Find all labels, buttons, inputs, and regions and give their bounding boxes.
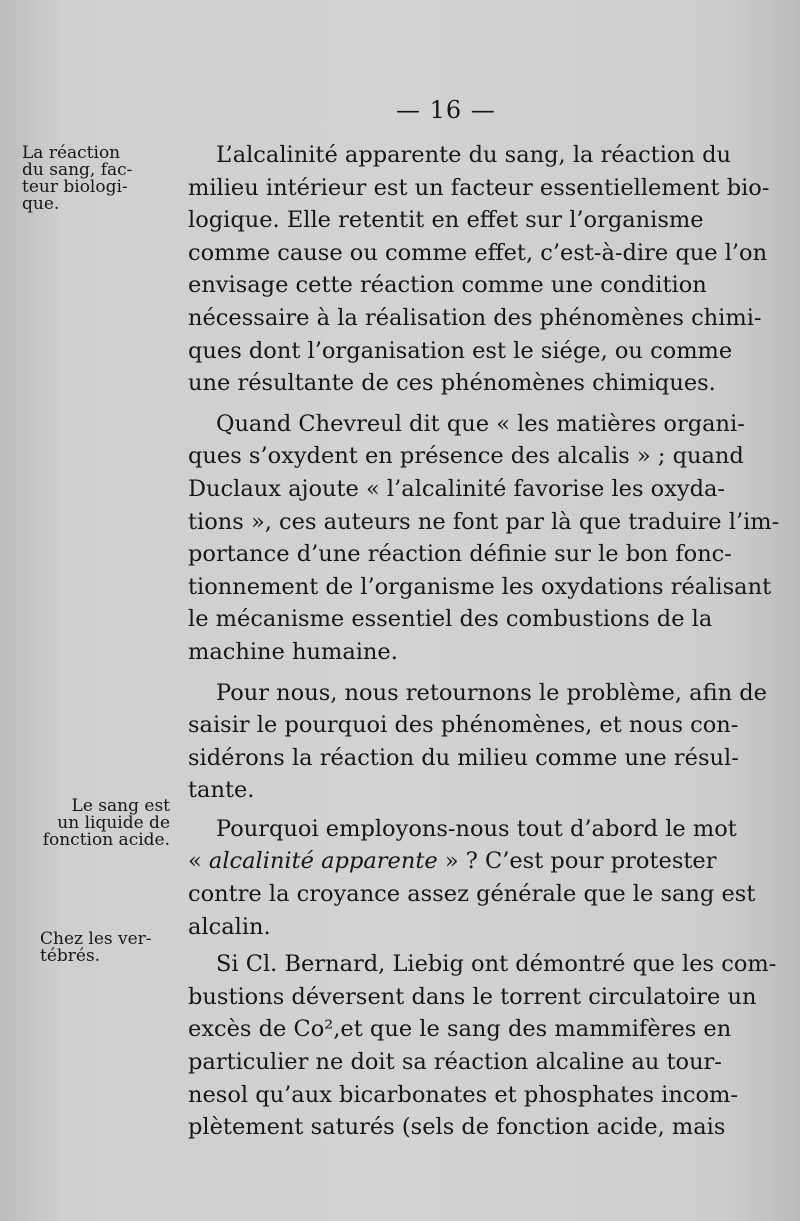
margin-note-line: du sang, fac-: [22, 160, 133, 180]
text-line: milieu intérieur est un facteur essentiellement bio-: [188, 174, 770, 201]
text-line: [188, 845, 717, 878]
quote-open: «: [188, 848, 209, 875]
text-line: saisir le pourquoi des phénomènes, et nous con-: [188, 712, 739, 739]
text-line: machine humaine.: [188, 638, 398, 665]
text-line: sidérons la réaction du milieu comme une résul-: [188, 744, 739, 771]
text-line: le mécanisme essentiel des combustions de la: [188, 606, 713, 633]
paragraph: [188, 677, 767, 807]
text-line: L’alcalinité apparente du sang, la réaction du: [216, 142, 731, 168]
text-line: ques s’oxydent en présence des alcalis » ; quand: [188, 443, 744, 470]
page-number: — 16 —: [396, 96, 496, 124]
text-line: comme cause ou comme effet, c’est-à-dire que l’on: [188, 239, 768, 266]
margin-note-line: Chez les ver-: [40, 929, 152, 949]
text-line: nécessaire à la réalisation des phénomènes chimi-: [188, 304, 762, 331]
text-line: bustions déversent dans le torrent circulatoire un: [188, 983, 757, 1010]
text-line: Duclaux ajoute « l’alcalinité favorise les oxyda-: [188, 475, 726, 502]
body-text: [188, 139, 780, 1144]
text-line: Quand Chevreul dit que « les matières organi-: [216, 410, 745, 437]
text-line: Pourquoi employons-nous tout d’abord le mot: [216, 815, 737, 842]
text-line: particulier ne doit sa réaction alcaline au tour-: [188, 1049, 722, 1076]
text-line: Si Cl. Bernard, Liebig ont démontré que les com-: [216, 951, 777, 978]
margin-note-reaction: [22, 145, 160, 213]
text-line: alcalin.: [188, 913, 271, 940]
text-line: logique. Elle retentit en effet sur l’organisme: [188, 207, 704, 234]
text-line: tionnement de l’organisme les oxydations réalisant: [188, 573, 772, 600]
quote-close: » ? C’est pour protester: [437, 848, 717, 875]
text-line: portance d’une réaction définie sur le bon fonc-: [188, 541, 732, 568]
margin-note-vertebres: [40, 931, 168, 965]
text-line: envisage cette réaction comme une condition: [188, 272, 707, 299]
text-line: une résultante de ces phénomènes chimiques.: [188, 370, 716, 397]
italic-term: alcalinité apparente: [208, 848, 438, 875]
margin-note-line: tébrés.: [40, 946, 101, 966]
text-line: contre la croyance assez générale que le sang est: [188, 881, 756, 908]
text-line: tions », ces auteurs ne font par là que traduire l’im-: [188, 508, 780, 535]
text-line: excès de Co²,et que le sang des mammifères en: [188, 1016, 732, 1043]
text-line: plètement saturés (sels de fonction acide, mais: [188, 1114, 726, 1141]
margin-note-line: un liquide de: [57, 813, 170, 833]
text-line: ques dont l’organisation est le siége, ou comme: [188, 337, 733, 364]
paragraph: [188, 408, 780, 669]
margin-note-line: fonction acide.: [42, 830, 170, 850]
margin-note-sang: [40, 798, 170, 849]
paragraph: [188, 813, 756, 943]
paragraph: [188, 948, 777, 1144]
margin-note-line: que.: [22, 194, 60, 214]
text-line: Pour nous, nous retournons le problème, afin de: [216, 679, 767, 706]
margin-note-line: Le sang est: [71, 796, 170, 816]
text-line: nesol qu’aux bicarbonates et phosphates incom-: [188, 1081, 738, 1108]
text-line: tante.: [188, 777, 255, 804]
margin-note-line: teur biologi-: [22, 177, 128, 197]
paragraph: [188, 139, 770, 400]
margin-note-line: La réaction: [22, 143, 121, 163]
